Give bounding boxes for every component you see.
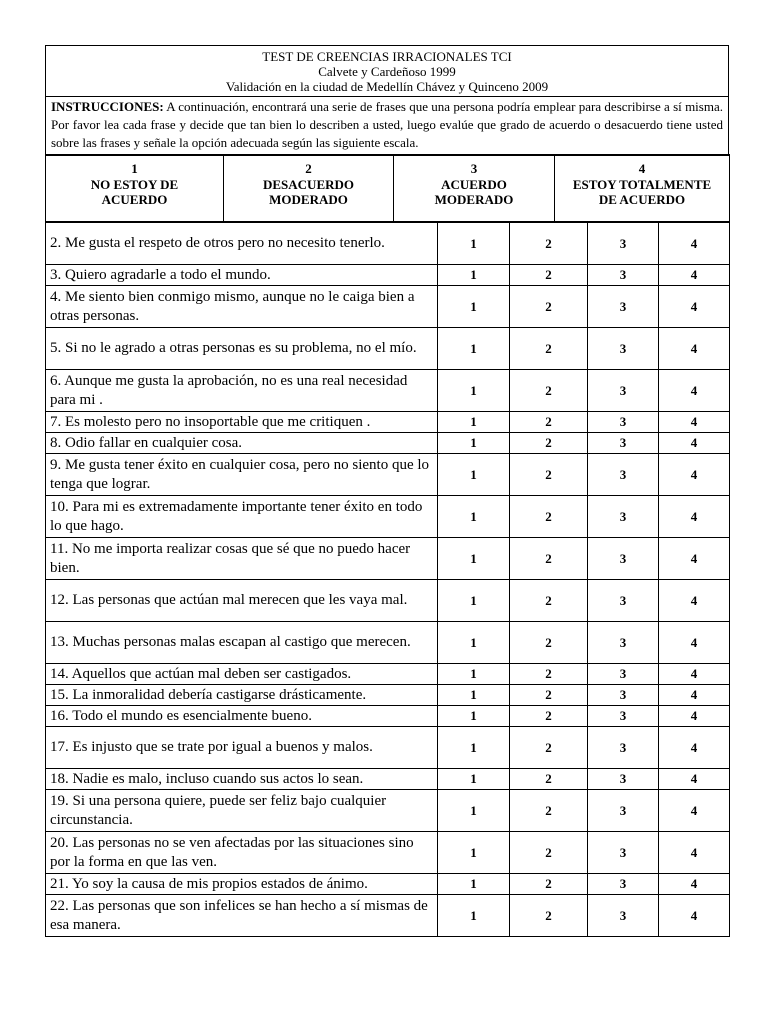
answer-option-1[interactable]: 1 — [438, 286, 510, 328]
answer-option-4[interactable]: 4 — [659, 412, 730, 433]
item-statement: 22. Las personas que son infelices se han hecho a sí mismas de esa manera. — [46, 895, 438, 937]
item-statement: 19. Si una persona quiere, puede ser feliz bajo cualquier circunstancia. — [46, 790, 438, 832]
answer-option-1[interactable]: 1 — [438, 664, 510, 685]
answer-option-2[interactable]: 2 — [510, 685, 588, 706]
item-row — [46, 832, 730, 874]
document-validation: Validación en la ciudad de Medellín Chávez y Quinceno 2009 — [225, 79, 549, 94]
item-row — [46, 412, 730, 433]
item-row — [46, 370, 730, 412]
item-statement: 13. Muchas personas malas escapan al castigo que merecen. — [46, 622, 438, 664]
scale-option-3 — [394, 155, 555, 222]
scale-number: 3 — [470, 161, 478, 176]
answer-option-4[interactable]: 4 — [659, 622, 730, 664]
questionnaire-page — [45, 45, 729, 937]
scale-option-1 — [46, 155, 224, 222]
scale-number: 4 — [638, 161, 646, 176]
item-statement: 14. Aquellos que actúan mal deben ser castigados. — [46, 664, 438, 685]
answer-option-3[interactable]: 3 — [588, 538, 659, 580]
answer-option-2[interactable]: 2 — [510, 265, 588, 286]
item-statement: 18. Nadie es malo, incluso cuando sus actos lo sean. — [46, 769, 438, 790]
scale-option-4 — [555, 155, 730, 222]
item-row — [46, 580, 730, 622]
item-row — [46, 769, 730, 790]
answer-option-1[interactable]: 1 — [438, 622, 510, 664]
scale-label: MODERADO — [434, 192, 514, 207]
answer-option-2[interactable]: 2 — [510, 328, 588, 370]
answer-option-2[interactable]: 2 — [510, 895, 588, 937]
answer-option-3[interactable]: 3 — [588, 622, 659, 664]
item-row — [46, 727, 730, 769]
answer-option-3[interactable]: 3 — [588, 580, 659, 622]
item-row — [46, 286, 730, 328]
answer-option-2[interactable]: 2 — [510, 412, 588, 433]
item-row — [46, 538, 730, 580]
answer-option-2[interactable]: 2 — [510, 790, 588, 832]
answer-option-4[interactable]: 4 — [659, 538, 730, 580]
item-statement: 3. Quiero agradarle a todo el mundo. — [46, 265, 438, 286]
answer-option-4[interactable]: 4 — [659, 706, 730, 727]
document-header — [45, 45, 729, 96]
answer-option-1[interactable]: 1 — [438, 496, 510, 538]
item-statement: 11. No me importa realizar cosas que sé que no puedo hacer bien. — [46, 538, 438, 580]
item-statement: 2. Me gusta el respeto de otros pero no necesito tenerlo. — [46, 223, 438, 265]
answer-option-3[interactable]: 3 — [588, 664, 659, 685]
item-row — [46, 223, 730, 265]
answer-option-4[interactable]: 4 — [659, 895, 730, 937]
scale-option-2 — [224, 155, 394, 222]
answer-option-1[interactable]: 1 — [438, 412, 510, 433]
answer-option-2[interactable]: 2 — [510, 706, 588, 727]
answer-option-3[interactable]: 3 — [588, 832, 659, 874]
answer-option-4[interactable]: 4 — [659, 454, 730, 496]
answer-option-4[interactable]: 4 — [659, 769, 730, 790]
answer-option-3[interactable]: 3 — [588, 265, 659, 286]
item-row — [46, 790, 730, 832]
answer-option-4[interactable]: 4 — [659, 874, 730, 895]
answer-option-1[interactable]: 1 — [438, 769, 510, 790]
answer-option-3[interactable]: 3 — [588, 727, 659, 769]
items-table — [45, 222, 730, 937]
item-row — [46, 454, 730, 496]
answer-option-3[interactable]: 3 — [588, 433, 659, 454]
answer-option-3[interactable]: 3 — [588, 874, 659, 895]
instructions-block — [45, 96, 729, 154]
answer-option-3[interactable]: 3 — [588, 685, 659, 706]
answer-option-3[interactable]: 3 — [588, 769, 659, 790]
item-row — [46, 433, 730, 454]
answer-option-4[interactable]: 4 — [659, 370, 730, 412]
answer-option-2[interactable]: 2 — [510, 727, 588, 769]
answer-option-4[interactable]: 4 — [659, 223, 730, 265]
answer-option-1[interactable]: 1 — [438, 328, 510, 370]
scale-legend — [45, 154, 730, 222]
answer-option-3[interactable]: 3 — [588, 895, 659, 937]
document-title: TEST DE CREENCIAS IRRACIONALES TCI — [262, 49, 512, 64]
answer-option-4[interactable]: 4 — [659, 832, 730, 874]
answer-option-4[interactable]: 4 — [659, 496, 730, 538]
item-statement: 5. Si no le agrado a otras personas es su problema, no el mío. — [46, 328, 438, 370]
item-row — [46, 496, 730, 538]
instructions-text: A continuación, encontrará una serie de frases que una persona podría emplear para describirse a sí misma. Por favor lea cada frase y decide que tan bien lo describen a usted, luego evalúe que grado de acuerdo o desacuerdo tiene usted sobre las frases y señale la opción adecuada según las siguiente escala. — [51, 99, 723, 150]
answer-option-3[interactable]: 3 — [588, 328, 659, 370]
item-statement: 10. Para mi es extremadamente importante tener éxito en todo lo que hago. — [46, 496, 438, 538]
item-statement: 6. Aunque me gusta la aprobación, no es una real necesidad para mi . — [46, 370, 438, 412]
answer-option-1[interactable]: 1 — [438, 706, 510, 727]
answer-option-3[interactable]: 3 — [588, 706, 659, 727]
item-statement: 7. Es molesto pero no insoportable que me critiquen . — [46, 412, 438, 433]
answer-option-2[interactable]: 2 — [510, 664, 588, 685]
answer-option-2[interactable]: 2 — [510, 580, 588, 622]
item-statement: 12. Las personas que actúan mal merecen que les vaya mal. — [46, 580, 438, 622]
answer-option-2[interactable]: 2 — [510, 496, 588, 538]
answer-option-2[interactable]: 2 — [510, 874, 588, 895]
answer-option-1[interactable]: 1 — [438, 895, 510, 937]
answer-option-1[interactable]: 1 — [438, 454, 510, 496]
answer-option-4[interactable]: 4 — [659, 664, 730, 685]
scale-number: 1 — [131, 161, 138, 176]
answer-option-4[interactable]: 4 — [659, 328, 730, 370]
answer-option-3[interactable]: 3 — [588, 412, 659, 433]
answer-option-1[interactable]: 1 — [438, 223, 510, 265]
answer-option-4[interactable]: 4 — [659, 727, 730, 769]
scale-label: NO ESTOY DE — [90, 176, 179, 192]
scale-label: DE ACUERDO — [598, 192, 686, 207]
document-authors: Calvete y Cardeñoso 1999 — [318, 64, 456, 79]
answer-option-1[interactable]: 1 — [438, 685, 510, 706]
answer-option-3[interactable]: 3 — [588, 790, 659, 832]
item-statement: 20. Las personas no se ven afectadas por las situaciones sino por la forma en que las ven. — [46, 832, 438, 874]
answer-option-3[interactable]: 3 — [588, 286, 659, 328]
item-row — [46, 622, 730, 664]
answer-option-1[interactable]: 1 — [438, 433, 510, 454]
item-row — [46, 874, 730, 895]
item-row — [46, 706, 730, 727]
answer-option-4[interactable]: 4 — [659, 433, 730, 454]
answer-option-1[interactable]: 1 — [438, 538, 510, 580]
scale-number: 2 — [305, 161, 312, 176]
answer-option-4[interactable]: 4 — [659, 265, 730, 286]
item-row — [46, 265, 730, 286]
scale-label: ACUERDO — [101, 192, 168, 207]
answer-option-3[interactable]: 3 — [588, 223, 659, 265]
answer-option-2[interactable]: 2 — [510, 223, 588, 265]
item-row — [46, 664, 730, 685]
answer-option-1[interactable]: 1 — [438, 265, 510, 286]
scale-label: ESTOY TOTALMENTE — [572, 176, 712, 192]
answer-option-3[interactable]: 3 — [588, 370, 659, 412]
answer-option-2[interactable]: 2 — [510, 538, 588, 580]
answer-option-3[interactable]: 3 — [588, 496, 659, 538]
item-statement: 4. Me siento bien conmigo mismo, aunque no le caiga bien a otras personas. — [46, 286, 438, 328]
answer-option-2[interactable]: 2 — [510, 433, 588, 454]
answer-option-4[interactable]: 4 — [659, 685, 730, 706]
answer-option-2[interactable]: 2 — [510, 769, 588, 790]
item-statement: 15. La inmoralidad debería castigarse drásticamente. — [46, 685, 438, 706]
answer-option-1[interactable]: 1 — [438, 580, 510, 622]
item-statement: 8. Odio fallar en cualquier cosa. — [46, 433, 438, 454]
item-row — [46, 685, 730, 706]
item-row — [46, 328, 730, 370]
instructions-label: INSTRUCCIONES: — [51, 99, 164, 114]
answer-option-2[interactable]: 2 — [510, 370, 588, 412]
answer-option-2[interactable]: 2 — [510, 832, 588, 874]
answer-option-4[interactable]: 4 — [659, 580, 730, 622]
scale-label: DESACUERDO — [262, 176, 354, 192]
item-statement: 9. Me gusta tener éxito en cualquier cosa, pero no siento que lo tenga que lograr. — [46, 454, 438, 496]
answer-option-2[interactable]: 2 — [510, 622, 588, 664]
answer-option-2[interactable]: 2 — [510, 286, 588, 328]
scale-label: ACUERDO — [441, 176, 507, 192]
item-statement: 16. Todo el mundo es esencialmente bueno. — [46, 706, 438, 727]
answer-option-4[interactable]: 4 — [659, 790, 730, 832]
scale-label: MODERADO — [269, 192, 348, 207]
answer-option-1[interactable]: 1 — [438, 874, 510, 895]
answer-option-1[interactable]: 1 — [438, 370, 510, 412]
item-row — [46, 895, 730, 937]
answer-option-3[interactable]: 3 — [588, 454, 659, 496]
answer-option-4[interactable]: 4 — [659, 286, 730, 328]
answer-option-2[interactable]: 2 — [510, 454, 588, 496]
item-statement: 21. Yo soy la causa de mis propios estados de ánimo. — [46, 874, 438, 895]
answer-option-1[interactable]: 1 — [438, 832, 510, 874]
item-statement: 17. Es injusto que se trate por igual a buenos y malos. — [46, 727, 438, 769]
answer-option-1[interactable]: 1 — [438, 790, 510, 832]
answer-option-1[interactable]: 1 — [438, 727, 510, 769]
